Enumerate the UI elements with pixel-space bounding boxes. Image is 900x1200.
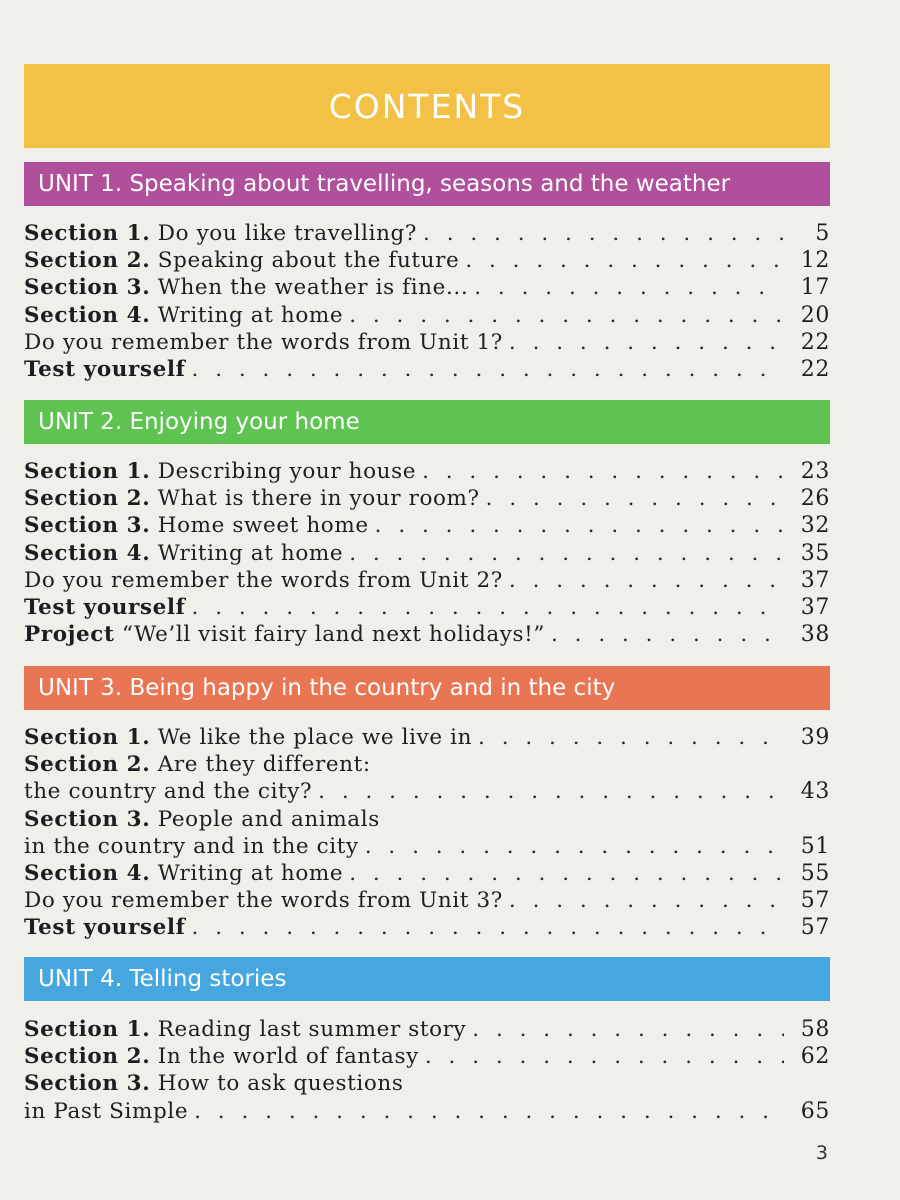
toc-entry [24, 248, 830, 275]
unit-3-heading: UNIT 3. Being happy in the country and in the city [38, 675, 616, 701]
toc-entry-bold: Section 1. [24, 725, 151, 750]
toc-entry [24, 1017, 830, 1044]
unit-4-banner [24, 957, 830, 1001]
toc-entry-label [24, 888, 503, 913]
toc-entry-bold: Section 4. [24, 302, 151, 328]
toc-entry-label [24, 568, 503, 593]
toc-entry-bold: Section 4. [24, 860, 151, 886]
toc-entry [24, 1099, 830, 1126]
toc-entry-bold: Test yourself [24, 594, 186, 620]
unit-3-entries [24, 725, 830, 943]
toc-entry-page: 38 [800, 622, 830, 648]
toc-leader-dots [509, 330, 784, 355]
unit-1-heading: UNIT 1. Speaking about travelling, seasons and the weather [38, 171, 731, 197]
toc-entry-bold: Project [24, 622, 115, 648]
toc-entry-label [24, 303, 343, 328]
toc-entry-label [24, 915, 186, 940]
toc-entry-page: 57 [800, 888, 830, 914]
toc-entry-page: 22 [800, 356, 830, 382]
toc-entry [24, 725, 830, 752]
toc-leader-dots [349, 541, 784, 566]
toc-entry-page: 37 [800, 594, 830, 620]
toc-entry-text: Reading last summer story [150, 1017, 467, 1042]
toc-entry [24, 275, 830, 302]
toc-entry-label [24, 513, 369, 538]
toc-entry-label [24, 541, 343, 566]
toc-leader-dots [192, 357, 784, 382]
unit-2-entries [24, 459, 830, 649]
toc-entry-text: Writing at home [150, 860, 344, 886]
unit-4-entries [24, 1017, 830, 1126]
toc-entry-label [24, 459, 416, 484]
toc-entry-bold: Section 2. [24, 486, 151, 512]
toc-entry-page: 51 [800, 833, 830, 859]
toc-entry-bold: Section 1. [24, 221, 151, 246]
toc-entry-text: Do you like travelling? [150, 221, 418, 246]
toc-entry-page: 62 [800, 1044, 830, 1070]
toc-entry [24, 807, 830, 834]
toc-entry-text: Home sweet home [150, 513, 369, 539]
toc-entry [24, 486, 830, 513]
toc-entry-text: Describing your house [150, 459, 417, 484]
toc-leader-dots [318, 779, 784, 804]
toc-entry-page: 35 [800, 540, 830, 566]
toc-entry-text: Writing at home [150, 302, 344, 328]
toc-entry-text: the country and the city? [24, 779, 313, 805]
page-number: 3 [815, 1142, 828, 1164]
toc-leader-dots [551, 622, 784, 647]
unit-1-entries [24, 221, 830, 384]
toc-leader-dots [486, 486, 784, 511]
toc-entry-bold: Section 3. [24, 806, 151, 832]
toc-entry-label [24, 221, 417, 246]
toc-entry-label [24, 1071, 404, 1096]
toc-entry-bold: Section 3. [24, 275, 151, 301]
toc-entry-label [24, 807, 380, 832]
toc-entry-text: What is there in your room? [150, 486, 480, 512]
toc-entry-label [24, 275, 468, 300]
toc-entry [24, 834, 830, 861]
toc-entry-label [24, 779, 312, 804]
unit-2-banner [24, 400, 830, 444]
toc-entry [24, 622, 830, 649]
toc-entry-label [24, 486, 480, 511]
toc-entry [24, 541, 830, 568]
toc-entry-bold: Section 2. [24, 248, 151, 274]
toc-entry-page: 20 [800, 302, 830, 328]
toc-entry [24, 303, 830, 330]
toc-leader-dots [423, 221, 784, 246]
toc-entry [24, 513, 830, 540]
toc-leader-dots [478, 725, 784, 750]
toc-entry-text: We like the place we live in [150, 725, 473, 750]
toc-entry [24, 779, 830, 806]
unit-3-banner [24, 666, 830, 710]
toc-entry-label [24, 330, 503, 355]
toc-entry-text: Are they different: [150, 752, 371, 778]
unit-2-heading: UNIT 2. Enjoying your home [38, 409, 360, 435]
toc-leader-dots [375, 513, 784, 538]
toc-entry [24, 459, 830, 486]
toc-entry [24, 1044, 830, 1071]
toc-entry-text: People and animals [150, 806, 380, 832]
toc-entry-bold: Test yourself [24, 915, 186, 941]
toc-entry-label [24, 725, 472, 750]
toc-entry-bold: Section 1. [24, 1017, 151, 1042]
toc-entry-text: Do you remember the words from Unit 3? [24, 888, 503, 914]
toc-entry-label [24, 248, 459, 273]
toc-leader-dots [509, 568, 784, 593]
toc-entry-page: 37 [800, 567, 830, 593]
toc-entry-text: Writing at home [150, 540, 344, 566]
toc-entry-label [24, 622, 545, 647]
toc-entry-page: 65 [800, 1098, 830, 1124]
toc-entry-bold: Section 2. [24, 752, 151, 778]
toc-entry-page: 17 [800, 275, 830, 301]
toc-entry [24, 1071, 830, 1098]
toc-entry-page: 12 [800, 248, 830, 274]
toc-entry-text: in Past Simple [24, 1098, 189, 1124]
toc-entry-text: “We’ll visit fairy land next holidays!” [114, 622, 545, 648]
toc-entry-text: How to ask questions [150, 1071, 404, 1097]
toc-leader-dots [472, 1017, 784, 1042]
toc-entry-bold: Section 2. [24, 1044, 151, 1070]
contents-title: CONTENTS [328, 86, 526, 126]
toc-entry-label [24, 1044, 419, 1069]
toc-entry [24, 595, 830, 622]
toc-entry-page: 5 [815, 221, 830, 246]
toc-entry [24, 221, 830, 248]
toc-entry-text: Do you remember the words from Unit 1? [24, 329, 503, 355]
toc-entry [24, 915, 830, 942]
toc-leader-dots [349, 861, 784, 886]
unit-4-heading: UNIT 4. Telling stories [38, 966, 287, 992]
toc-leader-dots [474, 275, 784, 300]
toc-entry-text: Speaking about the future [150, 248, 460, 274]
toc-entry [24, 568, 830, 595]
toc-entry-page: 57 [800, 915, 830, 941]
toc-entry-page: 22 [800, 329, 830, 355]
toc-leader-dots [422, 459, 784, 484]
toc-leader-dots [349, 303, 784, 328]
toc-entry-text: Do you remember the words from Unit 2? [24, 567, 503, 593]
toc-entry-page: 43 [800, 779, 830, 805]
toc-entry-label [24, 1017, 466, 1042]
toc-entry-label [24, 834, 359, 859]
toc-leader-dots [465, 248, 784, 273]
toc-entry-page: 23 [800, 459, 830, 484]
toc-entry [24, 330, 830, 357]
toc-entry-page: 32 [800, 513, 830, 539]
toc-entry-bold: Section 1. [24, 459, 151, 484]
toc-entry [24, 752, 830, 779]
toc-entry-page: 58 [800, 1017, 830, 1042]
toc-entry-bold: Section 4. [24, 540, 151, 566]
toc-entry-text: in the country and in the city [24, 833, 359, 859]
toc-entry-label [24, 752, 371, 777]
toc-entry [24, 357, 830, 384]
toc-entry [24, 888, 830, 915]
toc-leader-dots [365, 834, 784, 859]
toc-leader-dots [194, 1099, 784, 1124]
toc-entry-label [24, 1099, 188, 1124]
toc-entry-text: When the weather is fine... [150, 275, 469, 301]
toc-entry-bold: Test yourself [24, 356, 186, 382]
toc-entry-label [24, 595, 186, 620]
toc-entry-page: 55 [800, 860, 830, 886]
toc-leader-dots [425, 1044, 784, 1069]
toc-entry-text: In the world of fantasy [150, 1044, 419, 1070]
toc-entry-page: 39 [800, 725, 830, 750]
toc-entry-label [24, 357, 186, 382]
toc-entry-page: 26 [800, 486, 830, 512]
unit-1-banner [24, 162, 830, 206]
toc-entry [24, 861, 830, 888]
toc-entry-bold: Section 3. [24, 513, 151, 539]
toc-leader-dots [509, 888, 784, 913]
toc-leader-dots [192, 595, 784, 620]
toc-entry-label [24, 861, 343, 886]
contents-title-banner [24, 64, 830, 148]
toc-entry-bold: Section 3. [24, 1071, 151, 1097]
toc-leader-dots [192, 915, 784, 940]
